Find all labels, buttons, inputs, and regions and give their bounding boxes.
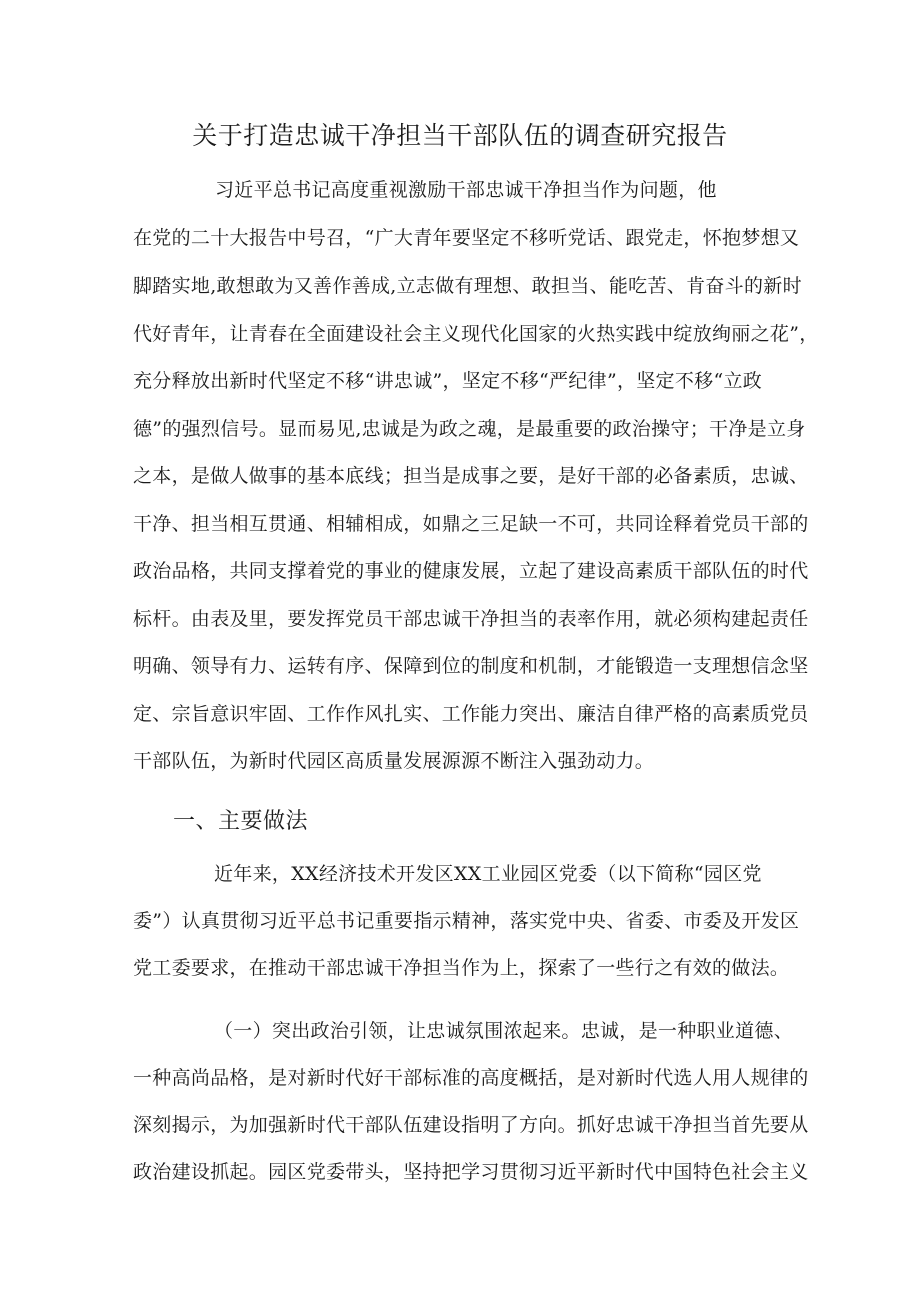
intro-line: 德”的强烈信号。显而易见,忠诚是为政之魂，是最重要的政治操守；干净是立身: [133, 418, 806, 440]
section-line: 委”）认真贯彻习近平总书记重要指示精神，落实党中央、省委、市委及开发区: [133, 910, 800, 932]
subsection-line: （一）突出政治引领，让忠诚氛围浓起来。忠诚，是一种职业道德、: [214, 1020, 794, 1042]
intro-line: 明确、领导有力、运转有序、保障到位的制度和机制，才能锻造一支理想信念坚: [133, 655, 809, 677]
subsection-line: 一种高尚品格，是对新时代好干部标准的高度概括，是对新时代选人用人规律的: [133, 1067, 809, 1089]
intro-line: 充分释放出新时代坚定不移“讲忠诚”，坚定不移“严纪律”，坚定不移“立政: [133, 370, 763, 392]
intro-line: 干部队伍，为新时代园区高质量发展源源不断注入强劲动力。: [133, 750, 655, 772]
intro-line: 在党的二十大报告中号召，“广大青年要坚定不移听党话、跟党走，怀抱梦想又: [133, 227, 800, 249]
intro-line: 之本，是做人做事的基本底线；担当是成事之要，是好干部的必备素质，忠诚、: [133, 465, 809, 487]
subsection-line: 深刻揭示，为加强新时代干部队伍建设指明了方向。抓好忠诚干净担当首先要从: [133, 1114, 809, 1136]
document-title: 关于打造忠诚干净担当干部队伍的调查研究报告: [192, 121, 728, 150]
intro-line: 习近平总书记高度重视激励干部忠诚干净担当作为问题，他: [215, 179, 717, 201]
intro-line: 定、宗旨意识牢固、工作作风扎实、工作能力突出、廉洁自律严格的高素质党员: [133, 703, 809, 725]
section-line: 近年来，XX经济技术开发区XX工业园区党委（以下简称“园区党: [214, 863, 762, 885]
section-line: 党工委要求，在推动干部忠诚干净担当作为上，探索了一些行之有效的做法。: [133, 957, 790, 979]
subsection-line: 政治建设抓起。园区党委带头，坚持把学习贯彻习近平新时代中国特色社会主义: [133, 1161, 809, 1183]
intro-line: 政治品格，共同支撑着党的事业的健康发展，立起了建设高素质干部队伍的时代: [133, 560, 809, 582]
intro-line: 标杆。由表及里，要发挥党员干部忠诚干净担当的表率作用，就必须构建起责任: [133, 608, 809, 630]
section-heading: 一、主要做法: [173, 809, 309, 834]
intro-line: 代好青年，让青春在全面建设社会主义现代化国家的火热实践中绽放绚丽之花”，: [133, 323, 819, 345]
intro-line: 脚踏实地,敢想敢为又善作善成,立志做有理想、敢担当、能吃苦、肯奋斗的新时: [133, 275, 802, 297]
intro-line: 干净、担当相互贯通、相辅相成，如鼎之三足缺一不可，共同诠释着党员干部的: [133, 513, 809, 535]
